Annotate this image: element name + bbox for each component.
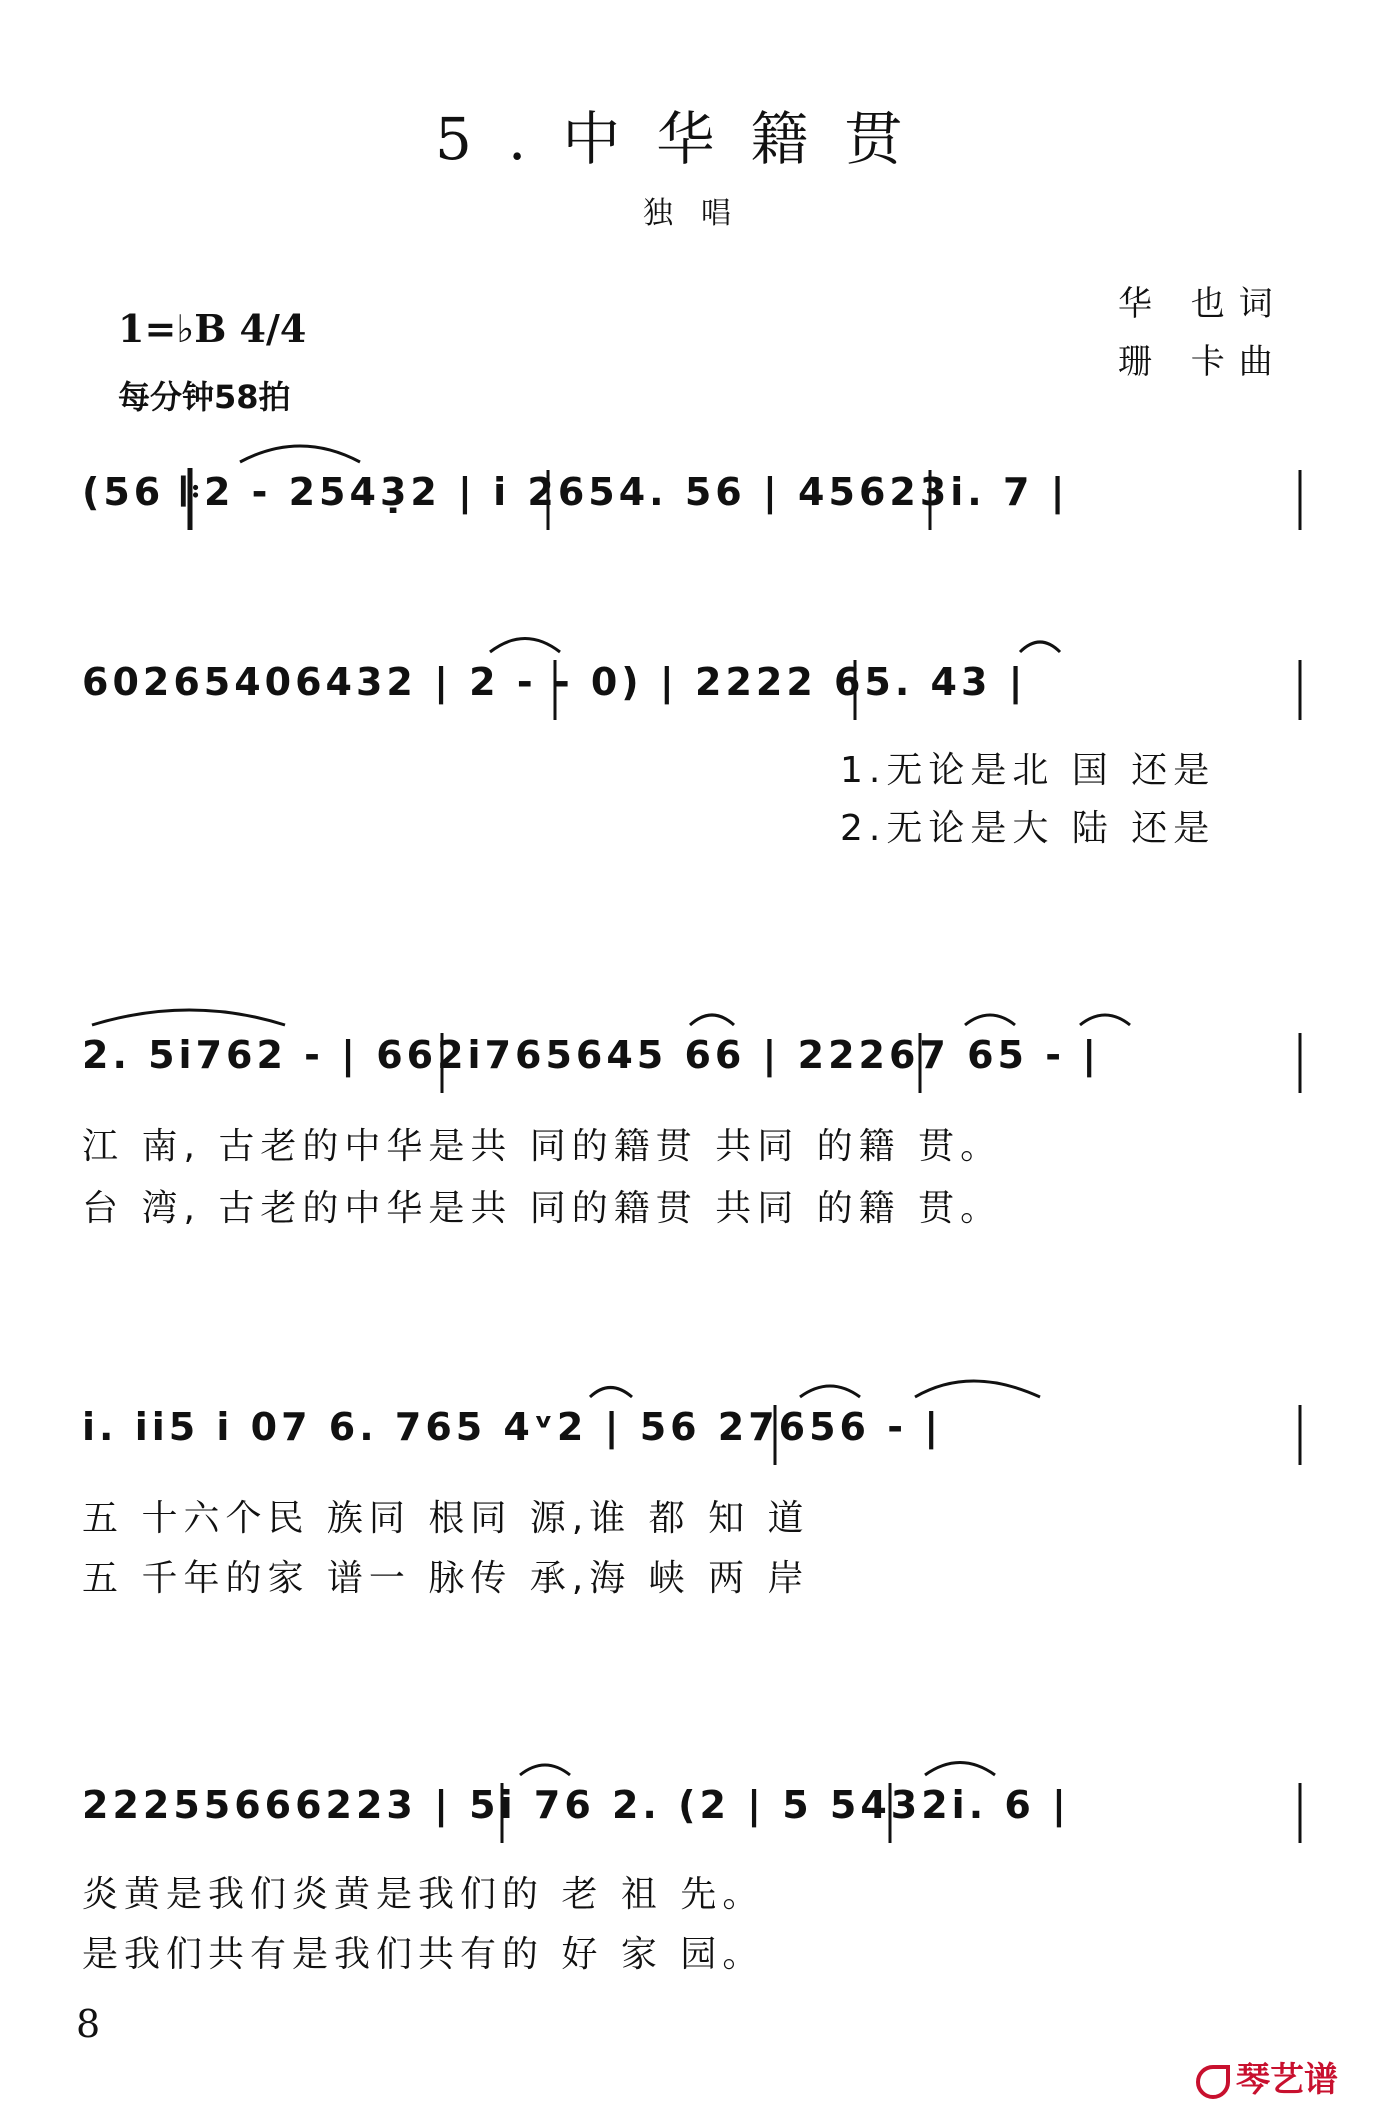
lyric-line-3-verse-2: 台 湾, 古老的中华是共 同的籍贯 共同 的籍 贯。 <box>82 1188 1003 1229</box>
slur <box>1080 1015 1130 1025</box>
staff-line-1: (56 𝄆2 - 2543̣2 | i 2654. 56 | 45623i. 7 | <box>82 470 1069 514</box>
staff-line-3: 2. 5i762 - | 662i765645 66 | 22267 65 - | <box>82 1033 1101 1077</box>
lyricist-credit: 华 也词 <box>1118 284 1287 324</box>
slur <box>965 1015 1015 1025</box>
watermark-text: 琴艺谱 <box>1236 2060 1338 2100</box>
lyric-line-2-verse-2: 2.无论是大 陆 还是 <box>840 808 1216 849</box>
lyric-line-4-verse-2: 五 千年的家 谱一 脉传 承,海 峡 两 岸 <box>82 1558 810 1599</box>
staff-line-4: i. ii5 i 07 6. 765 4ᵛ2 | 56 27656 - | <box>82 1405 943 1449</box>
slur <box>925 1763 995 1776</box>
slur <box>800 1386 860 1397</box>
slur <box>690 1015 734 1025</box>
slur <box>520 1765 570 1775</box>
page-number: 8 <box>76 2002 101 2046</box>
page-title: 5.中华籍贯 <box>435 105 939 173</box>
slur <box>92 1010 285 1025</box>
slur <box>240 446 360 462</box>
lyric-line-2-verse-1: 1.无论是北 国 还是 <box>840 750 1216 791</box>
composer-credit: 珊 卡曲 <box>1118 342 1287 382</box>
lyric-line-4-verse-1: 五 十六个民 族同 根同 源,谁 都 知 道 <box>82 1498 810 1539</box>
lyric-line-5-verse-1: 炎黄是我们炎黄是我们的 老 祖 先。 <box>82 1874 765 1915</box>
slur <box>1020 642 1060 652</box>
slur <box>490 639 560 653</box>
slur <box>915 1381 1040 1397</box>
staff-line-5: 22255666223 | 5i 76 2. (2 | 5 5432i. 6 | <box>82 1783 1070 1827</box>
lyric-line-5-verse-2: 是我们共有是我们共有的 好 家 园。 <box>82 1934 765 1975</box>
performance-type: 独唱 <box>643 196 759 231</box>
slur <box>590 1388 632 1398</box>
tempo-marking: 每分钟58拍 <box>118 378 291 416</box>
staff-line-2: 60265406432 | 2 - - 0) | 2222 65. 43 | <box>82 660 1027 704</box>
lyric-line-3-verse-1: 江 南, 古老的中华是共 同的籍贯 共同 的籍 贯。 <box>82 1126 1003 1167</box>
key-signature: 1=♭B 4/4 <box>118 306 307 351</box>
